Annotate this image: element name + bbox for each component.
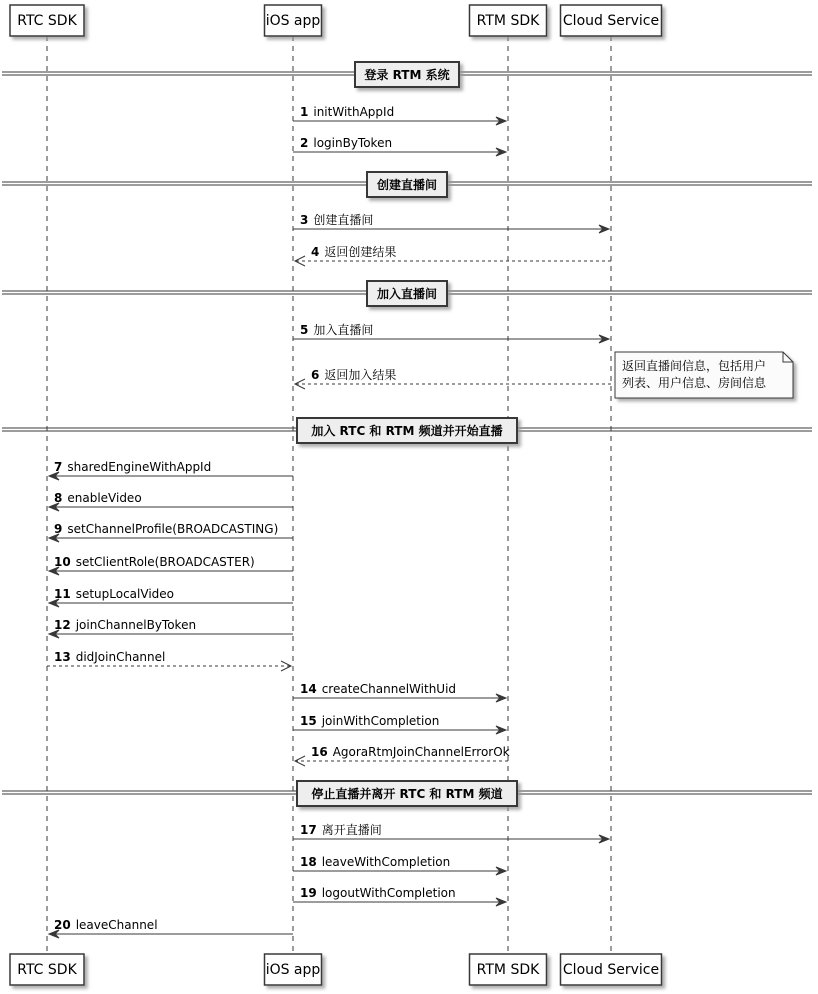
participant-box xyxy=(265,5,322,36)
message-arrow xyxy=(295,244,611,266)
message-label xyxy=(54,491,142,505)
message-number: 2 xyxy=(300,136,309,150)
message-label xyxy=(54,555,255,569)
message-number: 3 xyxy=(300,213,309,227)
message-text: enableVideo xyxy=(67,491,142,505)
message-arrow xyxy=(293,105,506,125)
message-text: 返回加入结果 xyxy=(324,368,397,382)
message-text: 加入直播间 xyxy=(313,323,374,337)
message-number: 18 xyxy=(300,855,317,869)
message-text: logoutWithCompletion xyxy=(321,886,456,900)
message-number: 12 xyxy=(54,618,71,632)
note-box xyxy=(615,352,793,398)
message-arrow xyxy=(293,855,506,875)
message-number: 20 xyxy=(54,918,71,932)
message-text: sharedEngineWithAppId xyxy=(67,460,212,474)
message-arrow xyxy=(293,136,506,156)
message-label xyxy=(54,650,165,664)
message-text: setupLocalVideo xyxy=(75,587,174,601)
message-label xyxy=(54,522,278,536)
message-label xyxy=(54,587,174,601)
message-arrow xyxy=(293,322,609,343)
message-label xyxy=(300,822,382,837)
message-label xyxy=(54,918,158,932)
participant-box xyxy=(561,954,662,985)
message-arrow xyxy=(293,212,609,233)
participant-box xyxy=(561,5,662,36)
message-label xyxy=(300,212,373,227)
section-divider xyxy=(2,172,812,197)
message-text: leaveChannel xyxy=(75,918,158,932)
message-arrow xyxy=(49,522,293,542)
message-arrow xyxy=(293,886,506,906)
message-text: AgoraRtmJoinChannelErrorOk xyxy=(332,745,510,759)
message-text: setClientRole(BROADCASTER) xyxy=(75,555,255,569)
participant-box xyxy=(10,5,84,36)
message-arrow xyxy=(49,555,293,575)
message-number: 1 xyxy=(300,105,309,119)
participant-label: iOS app xyxy=(265,13,321,29)
message-number: 14 xyxy=(300,682,317,696)
participant-label: RTM SDK xyxy=(476,13,540,29)
message-arrow xyxy=(49,587,293,607)
message-label xyxy=(300,886,456,900)
message-arrow xyxy=(49,491,293,511)
message-number: 6 xyxy=(311,368,320,382)
message-label xyxy=(300,136,392,150)
message-number: 5 xyxy=(300,323,309,337)
message-number: 8 xyxy=(54,491,63,505)
section-divider xyxy=(2,781,812,806)
message-number: 17 xyxy=(300,823,317,837)
message-arrow xyxy=(295,745,510,766)
message-arrow xyxy=(293,682,506,702)
message-label xyxy=(300,714,439,728)
message-text: setChannelProfile(BROADCASTING) xyxy=(67,522,279,536)
message-text: leaveWithCompletion xyxy=(321,855,451,869)
message-arrow xyxy=(293,714,506,734)
message-label xyxy=(311,367,396,382)
message-label xyxy=(300,682,456,696)
message-number: 10 xyxy=(54,555,71,569)
message-label xyxy=(300,322,373,337)
message-number: 7 xyxy=(54,460,63,474)
message-number: 4 xyxy=(311,245,320,259)
participant-label: iOS app xyxy=(265,962,321,978)
note-line: 返回直播间信息，包括用户 xyxy=(622,359,767,373)
message-text: createChannelWithUid xyxy=(321,682,457,696)
message-label xyxy=(54,618,196,632)
message-text: loginByToken xyxy=(313,136,393,150)
section-title: 加入 RTC 和 RTM 频道并开始直播 xyxy=(311,424,503,438)
section-title: 加入直播间 xyxy=(376,287,438,301)
message-number: 9 xyxy=(54,522,63,536)
section-title: 登录 RTM 系统 xyxy=(364,68,450,82)
message-label xyxy=(300,855,450,869)
message-arrow xyxy=(47,650,291,671)
message-number: 16 xyxy=(311,745,328,759)
message-number: 13 xyxy=(54,650,71,664)
section-divider xyxy=(2,62,812,87)
section-divider xyxy=(2,281,812,306)
message-label xyxy=(300,105,394,119)
message-text: 返回创建结果 xyxy=(324,245,397,259)
message-text: joinWithCompletion xyxy=(321,714,440,728)
message-arrow xyxy=(49,618,293,638)
section-divider xyxy=(2,418,812,443)
message-number: 15 xyxy=(300,714,317,728)
message-text: 离开直播间 xyxy=(321,823,382,837)
participant-label: Cloud Service xyxy=(562,13,660,29)
message-arrow xyxy=(295,367,611,389)
message-text: 创建直播间 xyxy=(313,213,374,227)
participant-box xyxy=(10,954,84,985)
message-label xyxy=(311,244,396,259)
message-number: 19 xyxy=(300,886,317,900)
message-text: joinChannelByToken xyxy=(75,618,197,632)
message-label xyxy=(54,460,211,474)
participant-label: RTC SDK xyxy=(17,13,77,29)
participant-box xyxy=(265,954,322,985)
participant-label: RTM SDK xyxy=(476,962,540,978)
message-text: didJoinChannel xyxy=(75,650,166,664)
section-title: 创建直播间 xyxy=(376,178,438,192)
participant-box xyxy=(470,5,547,36)
message-number: 11 xyxy=(54,587,71,601)
message-arrow xyxy=(49,918,293,938)
section-title: 停止直播并离开 RTC 和 RTM 频道 xyxy=(311,787,503,801)
participant-label: Cloud Service xyxy=(562,962,660,978)
message-arrow xyxy=(293,822,609,843)
participant-label: RTC SDK xyxy=(17,962,77,978)
message-arrow xyxy=(49,460,293,480)
message-text: initWithAppId xyxy=(313,105,395,119)
note-line: 列表、用户信息、房间信息 xyxy=(622,376,767,390)
message-label xyxy=(311,745,510,759)
participant-box xyxy=(470,954,547,985)
